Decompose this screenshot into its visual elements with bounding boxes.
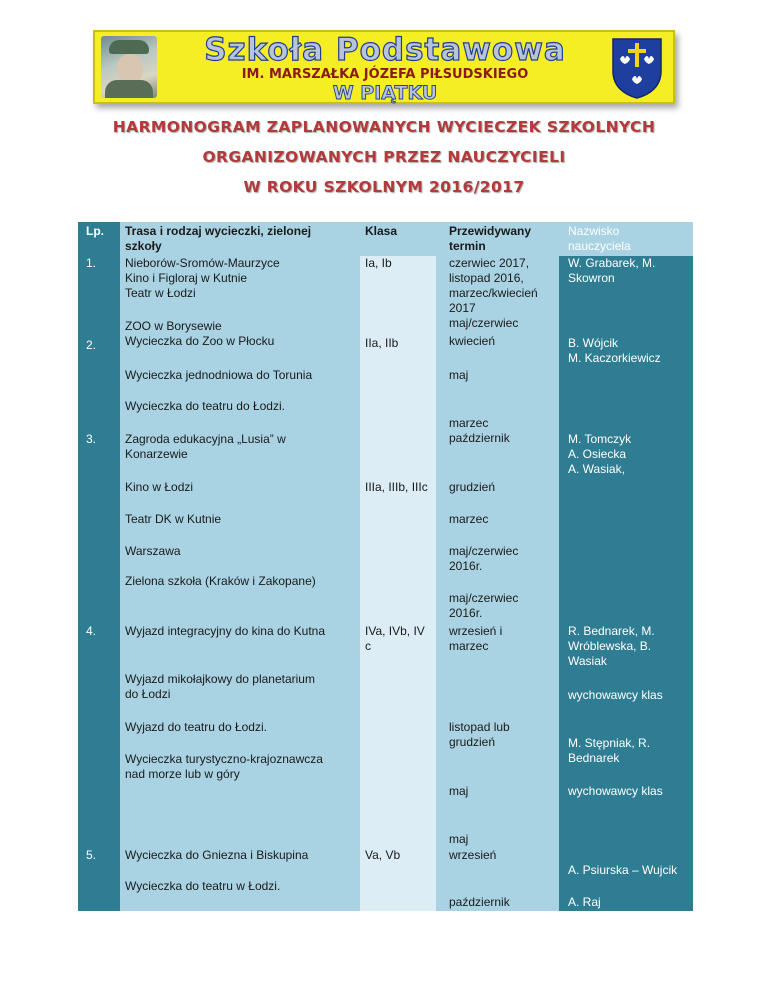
row-4-trasa-1: Wyjazd integracyjny do kina do Kutna [125,624,326,638]
row-2-termin-1: kwiecień [449,334,496,348]
row-4-termin-2: marzec [449,639,489,653]
header-lp: Lp. [86,224,104,238]
row-2-trasa-1: ZOO w Borysewie [125,319,222,333]
header-klasa: Klasa [365,224,398,238]
row-3-trasa-4: Warszawa [125,544,181,558]
row-2-termin-2: maj [449,368,469,382]
row-4-trasa-4: Wycieczka turystyczno-krajoznawcza nad morze lub w góry [125,752,323,781]
row-2-nazwisko-1: B. Wójcik [568,336,619,350]
column-klasa [360,222,436,911]
patron-portrait [101,36,157,98]
row-2-klasa: IIa, IIb [365,336,399,350]
row-5-trasa-1: Wycieczka do Gniezna i Biskupina [125,848,309,862]
row-3-nazwisko-1: M. Tomczyk [568,432,632,446]
page-title-line-1: HARMONOGRAM ZAPLANOWANYCH WYCIECZEK SZKOLNYCH [112,118,656,136]
row-3-termin-3: marzec [449,512,489,526]
row-1-termin-3: marzec/kwiecień [449,286,538,300]
row-1-lp: 1. [86,256,97,270]
row-1-trasa-1: Nieborów-Sromów-Maurzyce [125,256,280,270]
row-3-termin-4: maj/czerwiec 2016r. [449,544,519,573]
row-4-termin-3: listopad lub [449,720,510,734]
header-termin: Przewidywany termin [449,224,532,253]
row-1-termin-1: czerwiec 2017, [449,256,530,270]
row-4-klasa: IVa, IVb, IV c [365,624,425,653]
row-4-lp: 4. [86,624,97,638]
row-3-termin-5: maj/czerwiec 2016r. [449,591,519,620]
row-2-trasa-2: Wycieczka do Zoo w Płocku [125,334,275,348]
row-4-termin-4: grudzień [449,735,496,749]
row-5-klasa: Va, Vb [365,848,401,862]
row-5-nazwisko-2: A. Raj [568,895,601,909]
row-4-termin-1: wrzesień i [449,624,503,638]
row-4-trasa-3: Wyjazd do teatru do Łodzi. [125,720,267,734]
row-5-nazwisko-1: A. Psiurska – Wujcik [568,863,678,877]
row-2-trasa-3: Wycieczka jednodniowa do Torunia [125,368,313,382]
row-3-trasa-1: Zagroda edukacyjna „Lusia” w Konarzewie [125,432,286,461]
coat-of-arms-icon [611,37,663,99]
row-4-termin-5: maj [449,784,469,798]
row-4-nazwisko-4: wychowawcy klas [568,784,663,798]
row-1-termin-2: listopad 2016, [449,271,524,285]
row-2-termin-3: marzec [449,416,489,430]
portrait-coat [105,80,153,98]
row-1-trasa-2: Kino i Figloraj w Kutnie [125,271,248,285]
row-4-termin-6: maj [449,832,469,846]
page-title-line-3: W ROKU SZKOLNYM 2016/2017 [243,178,525,196]
row-1-nazwisko-2: Skowron [568,271,615,285]
row-3-termin-2: grudzień [449,480,496,494]
row-3-trasa-2: Kino w Łodzi [125,480,194,494]
row-4-nazwisko-2: wychowawcy klas [568,688,663,702]
header-trasa: Trasa i rodzaj wycieczki, zielonej szkoły [125,224,312,253]
row-3-nazwisko-3: A. Wasiak, [568,462,625,476]
row-4-nazwisko-3: M. Stępniak, R. Bednarek [568,736,651,765]
row-5-lp: 5. [86,848,97,862]
column-nazwisko [559,222,693,911]
row-5-trasa-2: Wycieczka do teatru w Łodzi. [125,879,281,893]
row-3-lp: 3. [86,432,97,446]
row-3-nazwisko-2: A. Osiecka [568,447,627,461]
school-town: W PIĄTKU [332,82,438,104]
row-3-termin-1: październik [449,431,510,445]
row-4-trasa-2: Wyjazd mikołajkowy do planetarium do Łodzi [125,672,315,701]
row-3-trasa-5: Zielona szkoła (Kraków i Zakopane) [125,574,316,588]
row-3-trasa-3: Teatr DK w Kutnie [125,512,222,526]
row-3-klasa: IIIa, IIIb, IIIc [365,480,428,494]
row-1-termin-5: maj/czerwiec [449,316,519,330]
trips-table [78,222,693,911]
header-nazwisko: Nazwisko nauczyciela [568,224,631,253]
school-banner [93,30,675,104]
row-1-termin-4: 2017 [449,301,476,315]
page-title-line-2: ORGANIZOWANYCH PRZEZ NAUCZYCIELI [202,148,566,166]
column-lp [78,222,120,911]
row-5-termin-1: wrzesień [449,848,497,862]
school-name: Szkoła Podstawowa [204,32,566,68]
row-2-trasa-4: Wycieczka do teatru do Łodzi. [125,399,285,413]
row-5-termin-2: październik [449,895,510,909]
row-2-lp: 2. [86,338,97,352]
row-4-nazwisko-1: R. Bednarek, M. Wróblewska, B. Wasiak [568,624,655,668]
row-1-klasa: Ia, Ib [365,256,392,270]
portrait-cap [109,40,149,54]
school-patron: IM. MARSZAŁKA JÓZEFA PIŁSUDSKIEGO [241,67,529,82]
row-2-nazwisko-2: M. Kaczorkiewicz [568,351,661,365]
row-1-nazwisko-1: W. Grabarek, M. [568,256,656,270]
row-1-trasa-3: Teatr w Łodzi [125,286,196,300]
